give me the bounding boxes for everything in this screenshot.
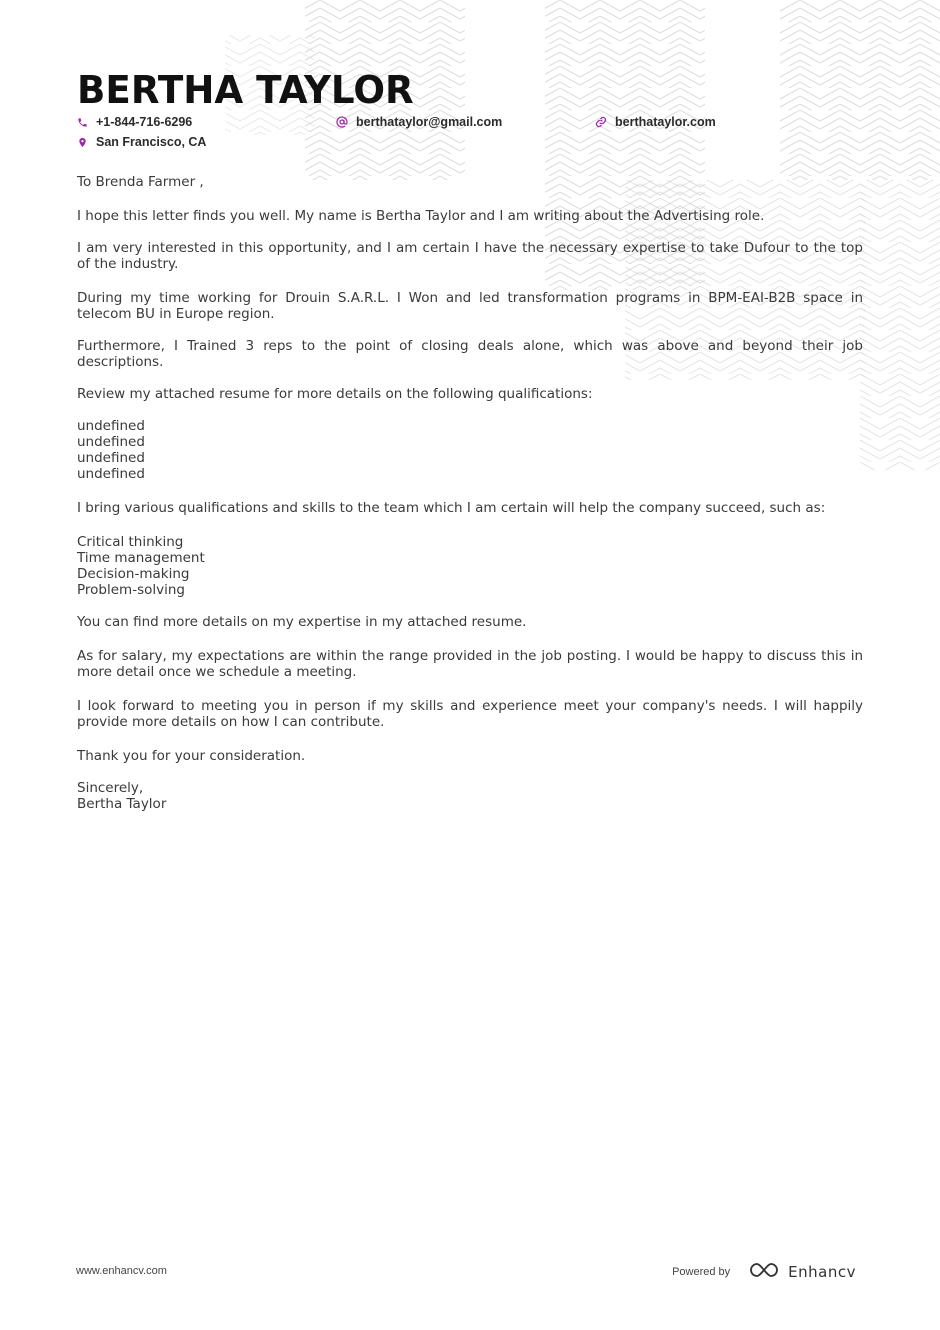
list-item: Critical thinking (77, 534, 184, 550)
at-sign-icon (336, 116, 348, 128)
achievement-paragraph: Furthermore, I Trained 3 reps to the point of closing deals alone, which was above and beyond their job descriptions. (77, 338, 863, 370)
brand-logo[interactable] (748, 1261, 856, 1283)
phone-icon (77, 117, 88, 128)
interest-paragraph: I am very interested in this opportunity, and I am certain I have the necessary expertise to take Dufour to the top of the industry. (77, 240, 863, 272)
qualifications-list (77, 418, 863, 482)
experience-paragraph: During my time working for Drouin S.A.R.L. I Won and led transformation programs in BPM-EAI-B2B space in telecom BU in Europe region. (77, 290, 863, 322)
intro-paragraph: I hope this letter finds you well. My name is Bertha Taylor and I am writing about the Advertising role. (77, 208, 765, 224)
forward-paragraph: I look forward to meeting you in person if my skills and experience meet your company's needs. I will happily provide more details on how I can contribute. (77, 698, 863, 730)
skills-intro-paragraph: I bring various qualifications and skills to the team which I am certain will help the company succeed, such as: (77, 500, 826, 516)
contact-location (77, 135, 206, 149)
brand-name: Enhancv (788, 1263, 856, 1281)
location-text: San Francisco, CA (96, 135, 207, 149)
contact-website[interactable] (595, 115, 716, 129)
list-item: Decision-making (77, 566, 190, 582)
salary-paragraph: As for salary, my expectations are within the range provided in the job posting. I would be happy to discuss this in more detail once we schedule a meeting. (77, 648, 863, 680)
list-item: undefined (77, 466, 145, 482)
review-paragraph: Review my attached resume for more details on the following qualifications: (77, 386, 593, 402)
contact-email[interactable] (336, 115, 502, 129)
signature: Bertha Taylor (77, 796, 167, 812)
closing: Sincerely, (77, 780, 144, 796)
list-item: undefined (77, 450, 145, 466)
greeting: To Brenda Farmer , (77, 174, 204, 190)
list-item: undefined (77, 418, 145, 434)
phone-text: +1-844-716-6296 (96, 115, 193, 129)
email-text: berthataylor@gmail.com (356, 115, 503, 129)
website-text: berthataylor.com (615, 115, 716, 129)
details-paragraph: You can find more details on my expertise in my attached resume. (77, 614, 527, 630)
contact-phone[interactable] (77, 115, 192, 129)
list-item: undefined (77, 434, 145, 450)
footer-branding (672, 1261, 856, 1283)
footer-site-link[interactable]: www.enhancv.com (76, 1265, 167, 1277)
link-icon (595, 116, 607, 128)
location-pin-icon (77, 137, 88, 148)
infinity-logo-icon (748, 1261, 780, 1283)
powered-by-label: Powered by (672, 1266, 731, 1278)
letter-body (77, 174, 863, 812)
thanks-paragraph: Thank you for your consideration. (77, 748, 306, 764)
skills-list (77, 534, 863, 598)
list-item: Time management (77, 550, 205, 566)
list-item: Problem-solving (77, 582, 185, 598)
candidate-name: BERTHA TAYLOR (77, 68, 414, 112)
